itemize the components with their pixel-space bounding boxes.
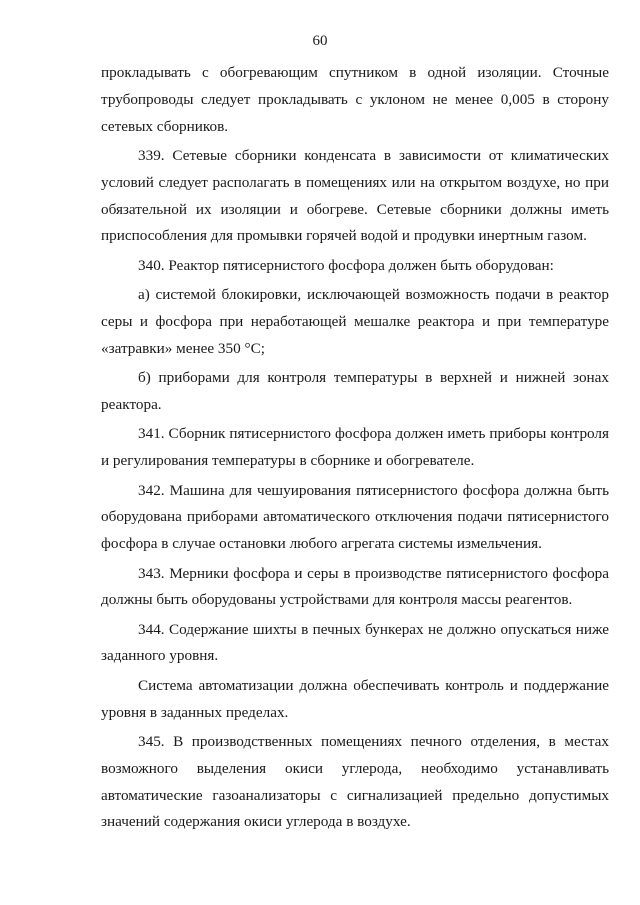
paragraph-341: 341. Сборник пятисернистого фосфора должен иметь приборы контроля и регулирования температуры в сборнике и обогревателе.	[101, 425, 609, 470]
document-body	[101, 60, 609, 839]
paragraph-340-item-a: а) системой блокировки, исключающей возможность подачи в реактор серы и фосфора при неработающей мешалке реактора и при температуре «затравки» менее 350 °С;	[101, 286, 609, 357]
paragraph-344: 344. Содержание шихты в печных бункерах не должно опускаться ниже заданного уровня.	[101, 620, 609, 665]
paragraph-340-item-b: б) приборами для контроля температуры в верхней и нижней зонах реактора.	[101, 369, 609, 413]
paragraph-343: 343. Мерники фосфора и серы в производстве пятисернистого фосфора должны быть оборудованы устройствами для контроля массы реагентов.	[101, 564, 609, 609]
paragraph-340: 340. Реактор пятисернистого фосфора должен быть оборудован:	[138, 256, 554, 274]
paragraph-344-continuation: Система автоматизации должна обеспечивать контроль и поддержание уровня в заданных пределах.	[101, 676, 609, 721]
paragraph-339: 339. Сетевые сборники конденсата в зависимости от климатических условий следует располагать в помещениях или на открытом воздухе, но при обязательной их изоляции и обогреве. Сетевые сборники должны иметь приспособления для промывки горячей водой и продувки инертным газом.	[101, 146, 609, 245]
paragraph-continuation: прокладывать с обогревающим спутником в одной изоляции. Сточные трубопроводы следует прокладывать с уклоном не менее 0,005 в сторону сетевых сборников.	[101, 64, 609, 135]
paragraph-345: 345. В производственных помещениях печного отделения, в местах возможного выделения окиси углерода, необходимо устанавливать автоматические газоанализаторы с сигнализацией предельно допустимых значений содержания окиси углерода в воздухе.	[101, 733, 609, 831]
paragraph-342: 342. Машина для чешуирования пятисернистого фосфора должна быть оборудована приборами автоматического отключения подачи пятисернистого фосфора в случае остановки любого агрегата системы измельчения.	[101, 481, 609, 553]
page-number: 60	[312, 33, 328, 49]
